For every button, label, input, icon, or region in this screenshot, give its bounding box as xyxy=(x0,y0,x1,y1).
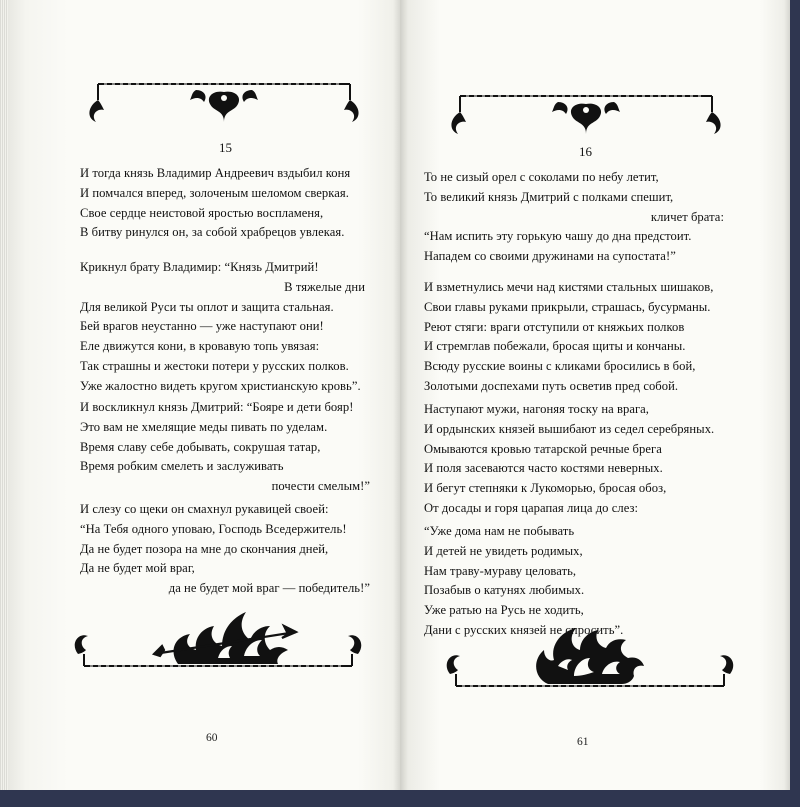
stanza-2 xyxy=(80,258,365,397)
verse-line: И тогда князь Владимир Андреевич вздыбил коня xyxy=(80,166,351,180)
verse-line: Для великой Руси ты оплот и защита стальная. xyxy=(80,299,334,314)
verse-line: И взметнулись мечи над кистями стальных шишаков, xyxy=(424,280,714,294)
book-cover-bottom xyxy=(0,790,800,807)
verse-line: Всюду русские воины с кликами бросились в бой, xyxy=(424,359,696,374)
top-ornament-left xyxy=(84,78,364,124)
page-number: 60 xyxy=(206,732,218,744)
verse-line: Уже ратью на Русь не ходить, xyxy=(424,603,584,618)
verse-line: И поля засеваются часто костями неверных. xyxy=(424,461,663,476)
verse-line: Еле движутся кони, в кровавую топь увязая: xyxy=(80,339,320,354)
left-page xyxy=(8,0,400,790)
verse-line: В битву ринулся он, за собой храбрецов увлекая. xyxy=(80,225,345,240)
verse-line: В тяжелые дни xyxy=(284,279,365,294)
verse-line: Нападем со своими дружинами на супостата!” xyxy=(424,249,676,264)
right-page xyxy=(400,0,790,790)
verse-line: И ордынских князей вышибают из седел серебряных. xyxy=(424,421,715,436)
verse-line: Время робким смелеть и заслуживать xyxy=(80,459,284,474)
stanza-3 xyxy=(80,398,370,497)
verse-line: да не будет мой враг — победитель!” xyxy=(168,581,370,596)
verse-line: Время славу себе добывать, сокрушая татар, xyxy=(80,439,321,454)
verse-line: Омываются кровью татарской речные брега xyxy=(424,441,662,456)
verse-line: Это вам не хмелящие меды пивать по уделам. xyxy=(80,419,328,434)
fire-ornament xyxy=(440,614,740,694)
verse-line: То не сизый орел с соколами по небу летит, xyxy=(424,170,659,184)
verse-line: Позабыв о катунях любимых. xyxy=(424,583,585,598)
verse-line: Дани с русских князей не спросить”. xyxy=(424,622,624,637)
verse-line: И слезу со щеки он смахнул рукавицей своей: xyxy=(80,502,329,516)
stanza-4 xyxy=(80,500,370,599)
verse-line: “На Тебя одного уповаю, Господь Вседержитель! xyxy=(80,521,347,536)
stanza-1 xyxy=(80,164,370,243)
verse-line: Крикнул брату Владимир: “Князь Дмитрий! xyxy=(80,260,319,274)
verse-line: Свое сердце неистовой яростью воспламеня, xyxy=(80,205,324,220)
page-number: 61 xyxy=(577,736,589,748)
verse-line: Бей врагов неустанно — уже наступают они! xyxy=(80,319,324,334)
verse-line: почести смелым!” xyxy=(271,479,370,494)
verse-line: Нам траву-мураву целовать, xyxy=(424,563,577,578)
top-ornament-right xyxy=(446,90,726,136)
verse-line: кличет брата: xyxy=(650,209,724,224)
verse-line: И помчался вперед, золоченым шеломом сверкая. xyxy=(80,185,349,200)
verse-line: “Уже дома нам не побывать xyxy=(424,524,575,538)
verse-line: Да не будет мой враг, xyxy=(80,561,195,576)
verse-line: Золотыми доспехами путь осветив пред собой. xyxy=(424,378,679,393)
verse-line: И стремглав побежали, бросая щиты и кончаны. xyxy=(424,339,686,354)
verse-line: От досады и горя царапая лица до слез: xyxy=(424,500,639,515)
verse-line: Так страшны и жестоки потери у русских полков. xyxy=(80,358,349,373)
verse-line: То великий князь Дмитрий с полками спешит, xyxy=(424,189,674,204)
verse-line: Наступают мужи, нагоняя тоску на врага, xyxy=(424,402,650,416)
verse-line: Да не будет позора на мне до скончания дней, xyxy=(80,541,329,556)
verse-line: Свои главы руками прикрыли, страшась, бусурманы. xyxy=(424,299,711,314)
stanza-1 xyxy=(424,168,724,267)
flame-arrow-ornament xyxy=(68,596,368,676)
verse-line: И бегут степняки к Лукоморью, бросая обоз, xyxy=(424,481,667,496)
verse-line: Реют стяги: враги отступили от княжьих полков xyxy=(424,319,685,334)
verse-line: Уже жалостно видеть кругом христианскую кровь”. xyxy=(80,378,361,393)
book-cover-edge xyxy=(790,0,800,807)
verse-line: И детей не увидеть родимых, xyxy=(424,543,583,558)
chapter-number: 15 xyxy=(219,140,232,155)
verse-line: И воскликнул князь Дмитрий: “Бояре и дети бояр! xyxy=(80,400,354,414)
verse-line: “Нам испить эту горькую чашу до дна предстоит. xyxy=(424,229,692,244)
stanza-2 xyxy=(424,278,744,397)
chapter-number: 16 xyxy=(579,144,592,159)
stanza-3 xyxy=(424,400,744,519)
